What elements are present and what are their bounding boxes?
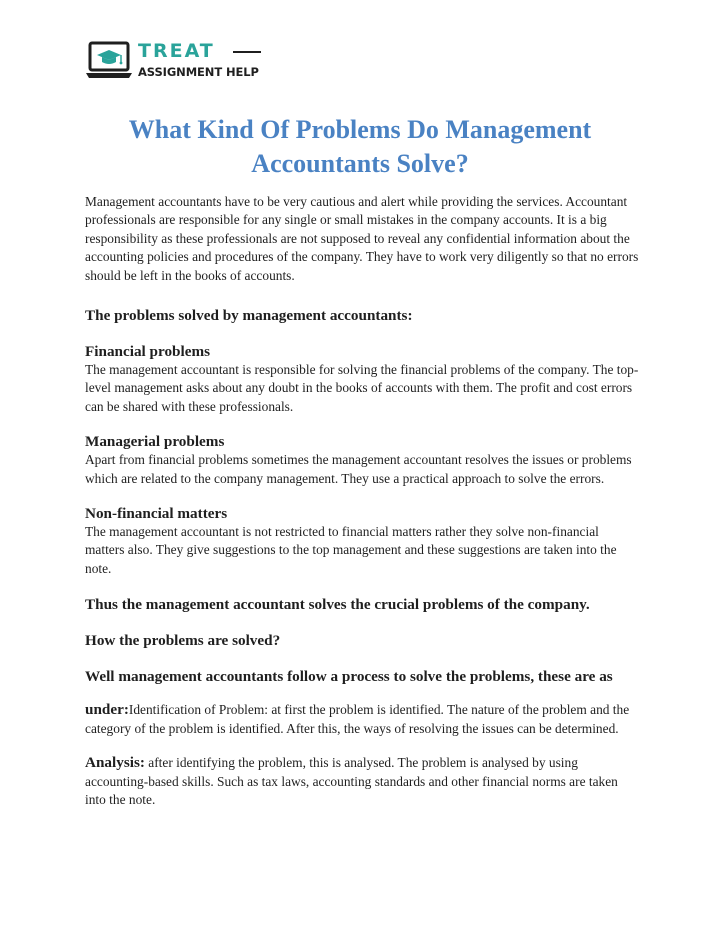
page-title xyxy=(60,113,660,181)
brand-name-treat: TREAT xyxy=(138,40,215,62)
problems-heading: The problems solved by management accountants: xyxy=(85,307,413,325)
process-lead: under: xyxy=(85,701,129,719)
section-heading-managerial: Managerial problems xyxy=(85,433,225,451)
section-body-managerial: Apart from financial problems sometimes the management accountant resolves the issues or problems which are related to the company management. They use a practical approach to solve the errors. xyxy=(85,452,632,486)
section-body-financial: The management accountant is responsible for solving the financial problems of the company. The top-level management asks about any doubt in the books of accounts with them. The profit and cost errors can be shared with these professionals. xyxy=(85,362,639,414)
conclusion-heading: Thus the management accountant solves the crucial problems of the company. xyxy=(85,596,590,614)
page-title-line1: What Kind Of Problems Do Management xyxy=(128,115,592,144)
analysis-paragraph xyxy=(85,754,640,809)
intro-paragraph: Management accountants have to be very cautious and alert while providing the services. Accountant professionals are responsible for any single or small mistakes in the company accounts. It is a big responsibility as these professionals are not supposed to reveal any confidential information about the accounting policies and procedures of the company. They have to work very diligently so that no errors should be left in the books of accounts. xyxy=(85,194,639,283)
section-body-non-financial: The management accountant is not restricted to financial matters rather they solve non-financial matters also. They give suggestions to the top management and these suggestions are taken into the note. xyxy=(85,524,617,576)
laptop-graduation-cap-icon xyxy=(86,40,134,84)
process-body: Identification of Problem: at first the problem is identified. The nature of the problem and the category of the problem is identified. After this, the ways of resolving the issues can be determined. xyxy=(85,702,630,736)
brand-divider xyxy=(233,51,261,53)
brand-name-assignment-help: ASSIGNMENT HELP xyxy=(138,65,259,79)
how-heading: How the problems are solved? xyxy=(85,632,281,650)
process-heading: Well management accountants follow a process to solve the problems, these are as xyxy=(85,668,613,686)
brand-logo xyxy=(86,40,276,84)
analysis-body: after identifying the problem, this is analysed. The problem is analysed by using accounting-based skills. Such as tax laws, accounting standards and other financial norms are taken into the note. xyxy=(85,755,618,807)
article-body xyxy=(85,193,640,809)
page-title-line2: Accountants Solve? xyxy=(251,149,469,178)
section-heading-financial: Financial problems xyxy=(85,343,211,361)
section-heading-non-financial: Non-financial matters xyxy=(85,505,228,523)
process-paragraph xyxy=(85,701,640,738)
analysis-lead: Analysis: xyxy=(85,754,145,772)
